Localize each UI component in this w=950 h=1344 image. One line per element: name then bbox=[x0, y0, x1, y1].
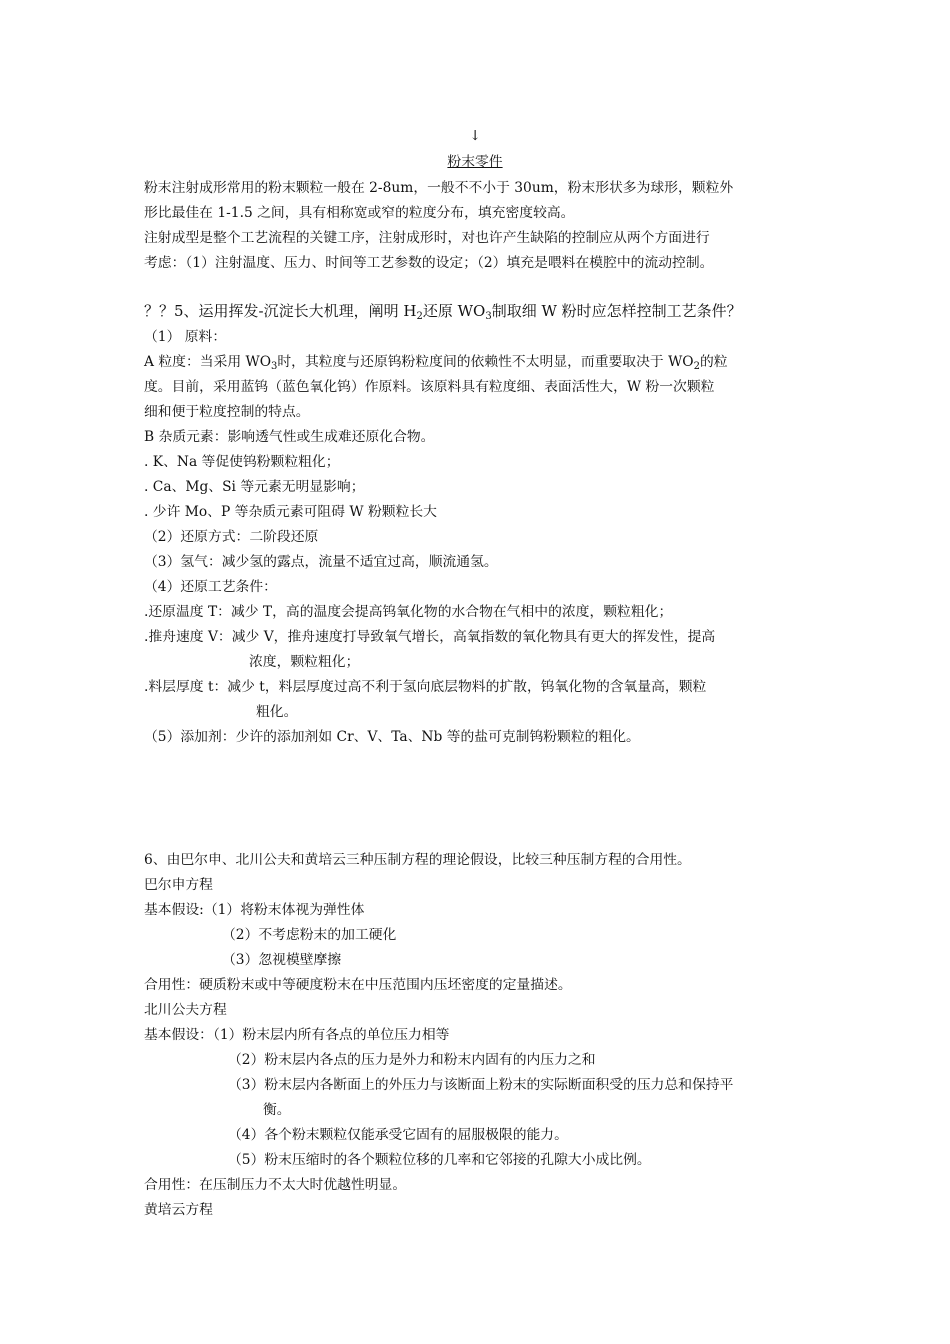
intro-line: 形比最佳在 1-1.5 之间，具有相称宽或窄的粒度分布，填充密度较高。 bbox=[144, 205, 575, 221]
q5-bullet: .料层厚度 t：减少 t，料层厚度过高不利于氢向底层物料的扩散，钨氧化物的含氧量高，颗粒 bbox=[144, 679, 707, 695]
assumption-line: 基本假设：（1）粉末层内所有各点的单位压力相等 bbox=[144, 1027, 450, 1043]
equation-name: 黄培云方程 bbox=[144, 1202, 213, 1218]
q5-line: （4）还原工艺条件： bbox=[144, 579, 277, 595]
q5-line: A 粒度：当采用 $WO_3$时，其粒度与还原钨粉粒度间的依赖性不太明显，而重要取决于 $WO_2$的粒 bbox=[144, 354, 728, 372]
intro-line: 注射成型是整个工艺流程的关键工序，注射成形时，对也许产生缺陷的控制应从两个方面进行 bbox=[144, 230, 710, 246]
question-6-title: 6、由巴尔申、北川公夫和黄培云三种压制方程的理论假设，比较三种压制方程的合用性。 bbox=[144, 852, 691, 868]
q5-line: （5）添加剂：少许的添加剂如 Cr、V、Ta、Nb 等的盐可克制钨粉颗粒的粗化。 bbox=[144, 729, 640, 745]
applicability-line: 合用性：硬质粉末或中等硬度粉末在中压范围内压坯密度的定量描述。 bbox=[144, 977, 572, 993]
assumption-line: （2）不考虑粉末的加工硬化 bbox=[222, 927, 397, 943]
applicability-line: 合用性：在压制压力不太大时优越性明显。 bbox=[144, 1177, 407, 1193]
q5-bullet-continuation: 浓度，颗粒粗化； bbox=[249, 654, 360, 670]
assumption-line: （3）粉末层内各断面上的外压力与该断面上粉末的实际断面积受的压力总和保持平 bbox=[228, 1077, 734, 1093]
section-heading: 粉末零件 bbox=[447, 154, 503, 170]
equation-name: 巴尔申方程 bbox=[144, 877, 213, 893]
q5-raw-material: （1） 原料： bbox=[144, 329, 227, 345]
q5-line: 度。目前，采用蓝钨（蓝色氧化钨）作原料。该原料具有粒度细、表面活性大，W 粉一次颗粒 bbox=[144, 379, 715, 395]
q5-bullet-continuation: 粗化。 bbox=[256, 704, 298, 720]
q5-bullet: . Ca、Mg、Si 等元素无明显影响； bbox=[144, 479, 365, 495]
assumption-line: （3）忽视模壁摩擦 bbox=[222, 952, 342, 968]
q5-bullet: .推舟速度 V：减少 V，推舟速度打导致氧气增长，高氧指数的氧化物具有更大的挥发性，提高 bbox=[144, 629, 716, 645]
question-5-title: ？？5、运用挥发-沉淀长大机理，阐明 $H_2$还原 $WO_3$制取细 W 粉时应怎样控制工艺条件？ bbox=[144, 302, 742, 322]
q5-line: （3）氢气：减少氢的露点，流量不适宜过高，顺流通氢。 bbox=[144, 554, 498, 570]
q5-line: 细和便于粒度控制的特点。 bbox=[144, 404, 310, 420]
q5-line: （2）还原方式：二阶段还原 bbox=[144, 529, 319, 545]
q5-line: B 杂质元素：影响透气性或生成难还原化合物。 bbox=[144, 429, 435, 445]
assumption-line: （5）粉末压缩时的各个颗粒位移的几率和它邻接的孔隙大小成比例。 bbox=[228, 1152, 651, 1168]
q5-bullet: . 少许 Mo、P 等杂质元素可阻碍 W 粉颗粒长大 bbox=[144, 504, 437, 520]
equation-name: 北川公夫方程 bbox=[144, 1002, 227, 1018]
q5-bullet: .还原温度 T：减少 T，高的温度会提高钨氧化物的水合物在气相中的浓度，颗粒粗化； bbox=[144, 604, 673, 620]
q5-bullet: . K、Na 等促使钨粉颗粒粗化； bbox=[144, 454, 340, 470]
assumption-continuation: 衡。 bbox=[263, 1102, 291, 1118]
assumption-line: （4）各个粉末颗粒仅能承受它固有的屈服极限的能力。 bbox=[228, 1127, 568, 1143]
intro-line: 粉末注射成形常用的粉末颗粒一般在 2-8um，一般不不小于 30um，粉末形状多为球形，颗粒外 bbox=[144, 180, 734, 196]
assumption-line: 基本假设:（1）将粉末体视为弹性体 bbox=[144, 902, 365, 918]
assumption-line: （2）粉末层内各点的压力是外力和粉末内固有的内压力之和 bbox=[228, 1052, 596, 1068]
intro-line: 考虑：（1）注射温度、压力、时间等工艺参数的设定；（2）填充是喂料在模腔中的流动控制。 bbox=[144, 255, 714, 271]
down-arrow-icon: ↓ bbox=[469, 128, 481, 144]
